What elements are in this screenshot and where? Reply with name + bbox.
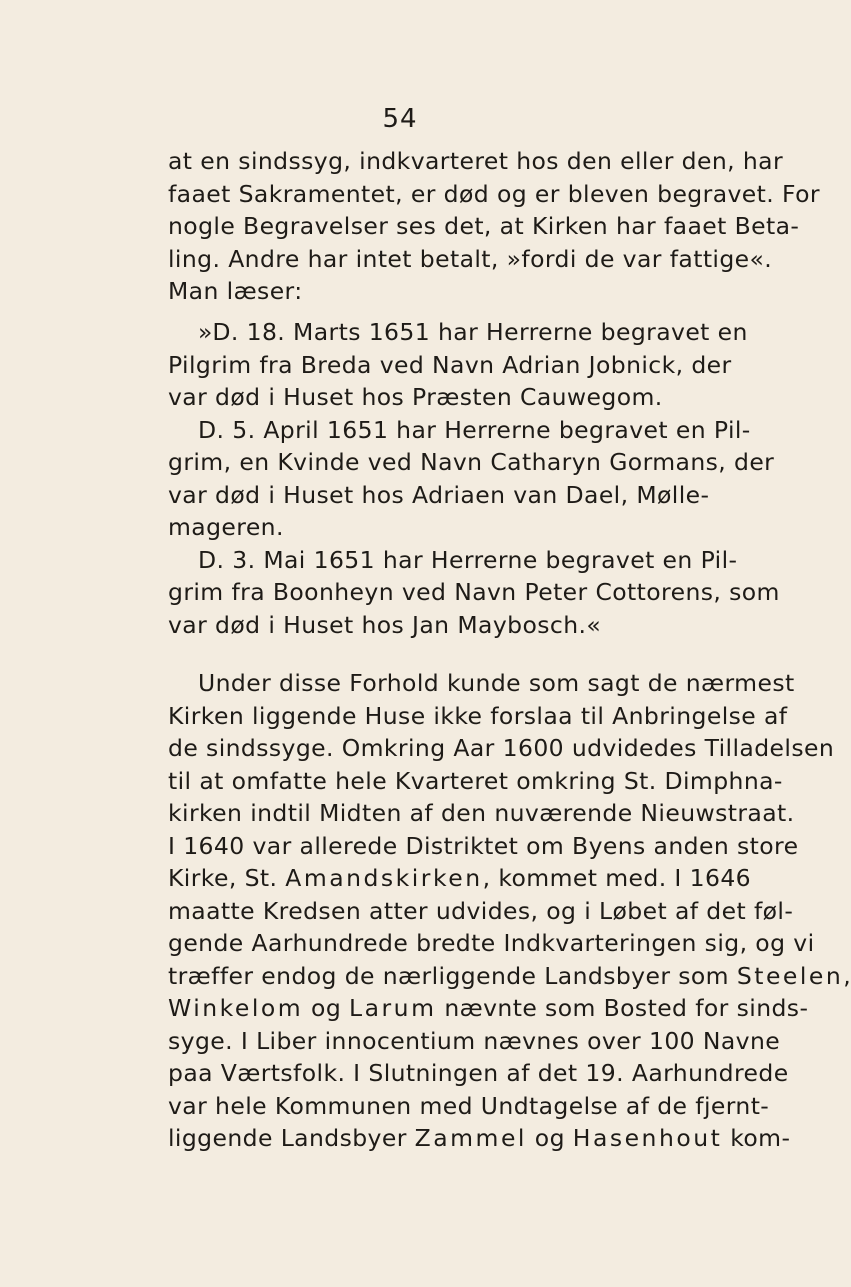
paragraph-intro — [168, 145, 820, 308]
text-line: til at omfatte hele Kvarteret omkring St. Dimphna- — [168, 766, 783, 795]
text-line: Under disse Forhold kunde som sagt de nærmest — [198, 669, 795, 697]
text-line: paa Værtsfolk. I Slutningen af det 19. Aarhundrede — [168, 1059, 789, 1087]
text-fragment: , kommet med. I 1646 — [482, 864, 752, 892]
text-fragment: og — [303, 994, 350, 1022]
text-line: kirken indtil Midten af den nuværende Nieuwstraat. — [168, 799, 795, 827]
text-line: de sindssyge. Omkring Aar 1600 udvidedes Tilladelsen — [168, 734, 835, 762]
text-line: ling. Andre har intet betalt, »fordi de var fattige«. — [168, 244, 773, 273]
text-line: nogle Begravelser ses det, at Kirken har faaet Beta- — [168, 212, 800, 240]
text-line: Kirken liggende Huse ikke forslaa til Anbringelse af — [168, 701, 788, 730]
text-line: var død i Huset hos Præsten Cauwegom. — [168, 383, 663, 411]
text-line: D. 5. April 1651 har Herrerne begravet en Pil- — [198, 415, 751, 444]
page-number: 54 — [382, 104, 418, 134]
text-line — [168, 960, 851, 993]
text-fragment: , — [843, 961, 851, 990]
text-line: var død i Huset hos Jan Maybosch.« — [168, 610, 602, 639]
spaced-name: Winkelom — [168, 994, 304, 1022]
text-line: I 1640 var allerede Distriktet om Byens anden store — [168, 831, 799, 860]
text-fragment: og — [526, 1124, 573, 1152]
text-line: D. 3. Mai 1651 har Herrerne begravet en Pil- — [198, 545, 738, 574]
text-line: gende Aarhundrede bredte Indkvarteringen sig, og vi — [168, 929, 815, 957]
text-line: var død i Huset hos Adriaen van Dael, Mølle- — [168, 480, 710, 509]
text-line: syge. I Liber innocentium nævnes over 100 Navne — [168, 1026, 781, 1055]
quoted-burial-records — [168, 316, 788, 641]
text-fragment: træffer endog de nærliggende Landsbyer som — [168, 961, 737, 990]
text-line: at en sindssyg, indkvarteret hos den eller den, har — [168, 147, 784, 175]
text-line: »D. 18. Marts 1651 har Herrerne begravet en — [198, 318, 748, 346]
text-line — [168, 862, 788, 895]
text-fragment: kom- — [722, 1124, 791, 1152]
text-line: Pilgrim fra Breda ved Navn Adrian Jobnick, der — [168, 350, 732, 379]
text-line: Man læser: — [168, 277, 303, 305]
spaced-name: Hasenhout — [572, 1124, 723, 1152]
spaced-name: Zammel — [414, 1124, 527, 1152]
text-line: grim fra Boonheyn ved Navn Peter Cottorens, som — [168, 578, 780, 606]
text-fragment: liggende Landsbyer — [168, 1124, 415, 1152]
text-line: var hele Kommunen med Undtagelse af de fjernt- — [168, 1091, 770, 1120]
text-line: mageren. — [168, 513, 284, 541]
text-line: grim, en Kvinde ved Navn Catharyn Gormans, der — [168, 448, 775, 476]
spaced-name: Amandskirken — [285, 864, 483, 892]
text-line: maatte Kredsen atter udvides, og i Løbet af det føl- — [168, 896, 794, 925]
paragraph-main — [168, 667, 851, 1155]
spaced-name: Steelen — [736, 961, 844, 990]
text-line: faaet Sakramentet, er død og er bleven begravet. For — [168, 179, 820, 208]
text-line — [168, 992, 809, 1025]
spaced-name: Larum — [349, 994, 437, 1022]
text-fragment: nævnte som Bosted for sinds- — [436, 994, 809, 1022]
text-fragment: Kirke, St. — [168, 864, 286, 892]
text-line — [168, 1122, 791, 1155]
